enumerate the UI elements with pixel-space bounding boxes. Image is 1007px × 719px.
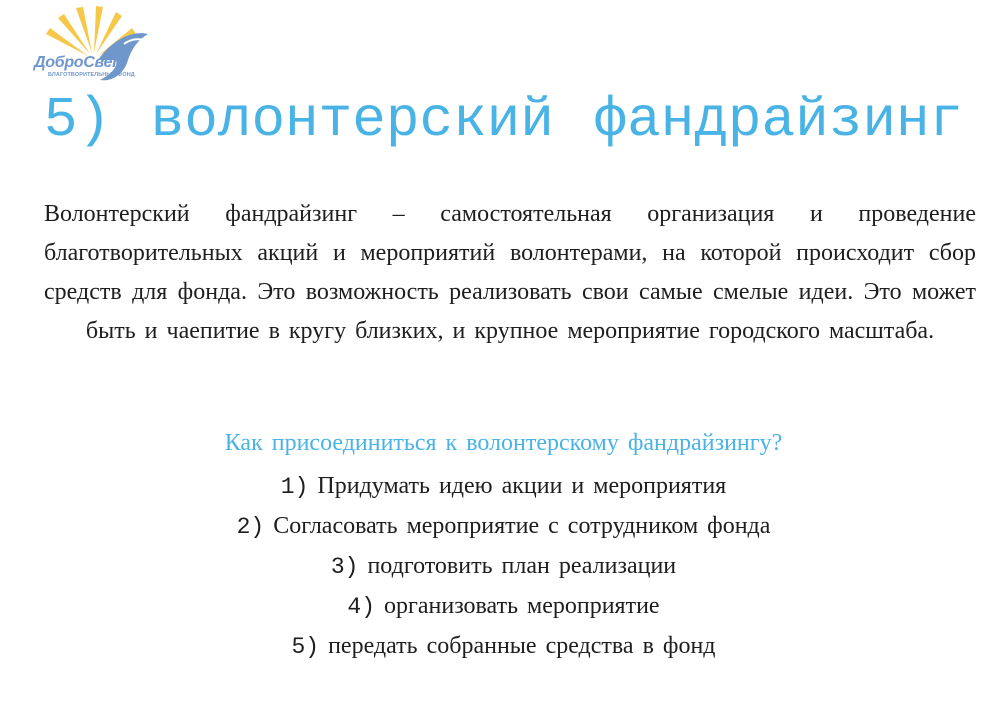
step-number: 1) bbox=[280, 474, 309, 500]
step-item bbox=[0, 627, 1007, 667]
step-number: 5) bbox=[291, 634, 320, 660]
description-paragraph: Волонтерский фандрайзинг – самостоятельная организация и проведение благотворительных акций и мероприятий волонтерами, на которой происходит сбор средств для фонда. Это возможность реализовать свои самые смелые идеи. Это может быть и чаепитие в кругу близких, и крупное мероприятие городского масштаба. bbox=[44, 201, 976, 344]
step-text: организовать мероприятие bbox=[384, 593, 660, 619]
step-number: 3) bbox=[330, 554, 359, 580]
step-text: передать собранные средства в фонд bbox=[328, 633, 716, 659]
step-text: подготовить план реализации bbox=[367, 553, 677, 579]
step-item bbox=[0, 507, 1007, 547]
logo bbox=[28, 4, 156, 86]
step-item bbox=[0, 547, 1007, 587]
step-text: Согласовать мероприятие с сотрудником фонда bbox=[273, 513, 771, 539]
step-number: 4) bbox=[347, 594, 376, 620]
how-to-join-heading: Как присоединиться к волонтерскому фандрайзингу? bbox=[224, 430, 783, 456]
steps-list bbox=[0, 467, 1007, 667]
step-number: 2) bbox=[236, 514, 265, 540]
logo-name: ДоброСвет bbox=[34, 54, 127, 71]
step-text: Придумать идею акции и мероприятия bbox=[317, 473, 727, 499]
logo-tagline: БЛАГОТВОРИТЕЛЬНЫЙ ФОНД bbox=[48, 72, 135, 78]
step-item bbox=[0, 587, 1007, 627]
slide-title: 5) волонтерский фандрайзинг bbox=[43, 88, 964, 152]
step-item bbox=[0, 467, 1007, 507]
